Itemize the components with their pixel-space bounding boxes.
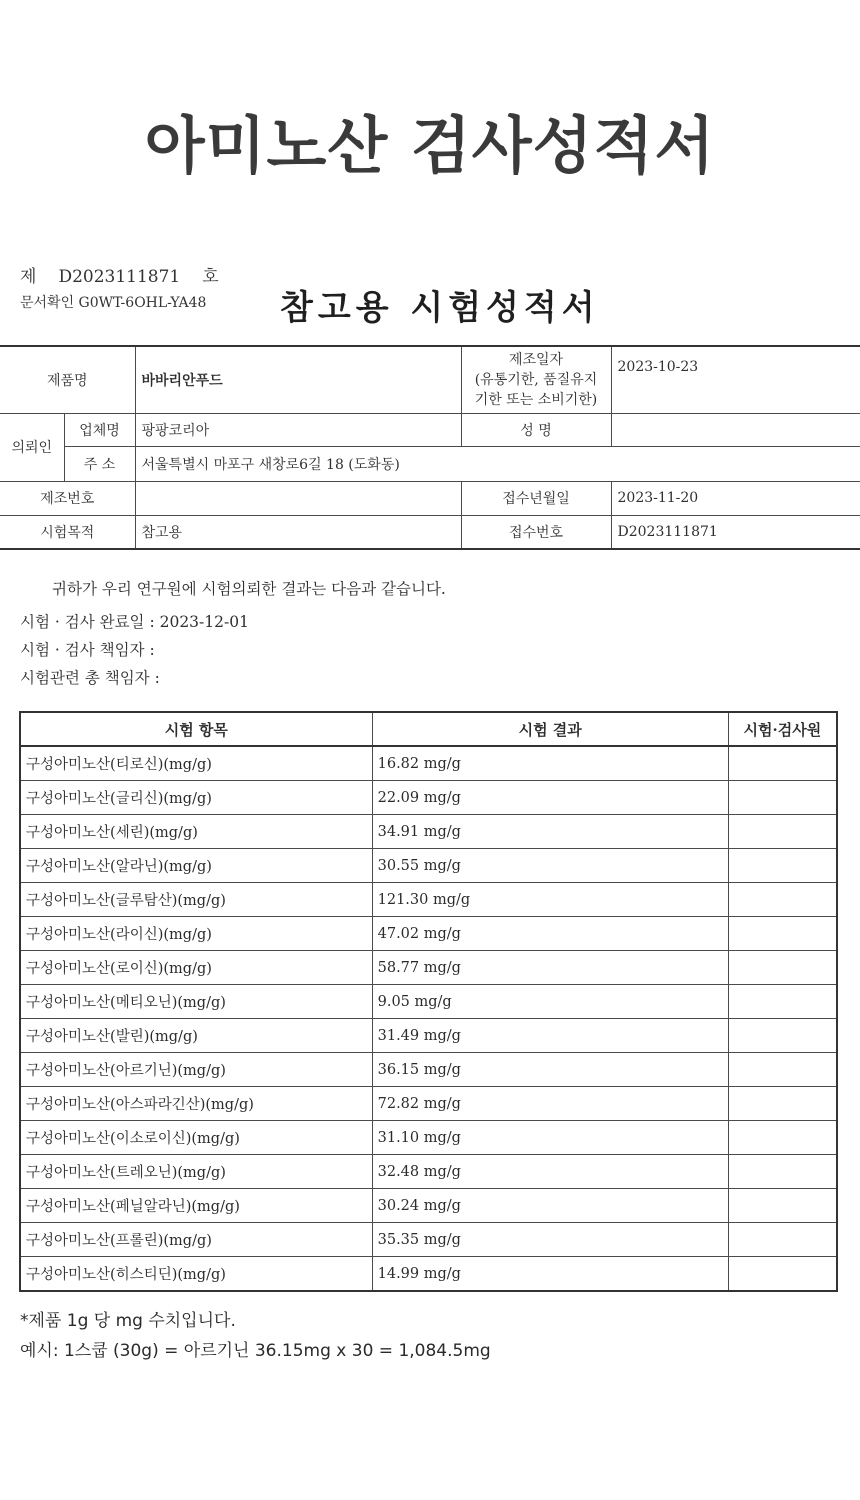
result-item-cell: 구성아미노산(로이신)(mg/g) [20,951,372,985]
table-row [20,1223,837,1257]
result-examiner-cell [728,781,837,815]
example-calculation: 예시: 1스쿱 (30g) = 아르기닌 36.15mg x 30 = 1,084.5mg [20,1341,491,1361]
inspector-line: 시험 · 검사 책임자 : [20,641,155,659]
statement: 귀하가 우리 연구원에 시험의뢰한 결과는 다음과 같습니다. [52,580,446,598]
result-value-cell: 36.15 mg/g [372,1053,728,1087]
result-value-cell: 9.05 mg/g [372,985,728,1019]
document-heading: 참고용 시험성적서 [280,288,600,328]
result-value-cell: 72.82 mg/g [372,1087,728,1121]
info-table [0,345,860,550]
results-header-item: 시험 항목 [20,712,372,746]
table-row [20,985,837,1019]
result-examiner-cell [728,1189,837,1223]
company-value: 팡팡코리아 [135,413,461,446]
table-row [20,951,837,985]
document-number-suffix: 호 [202,267,219,287]
result-item-cell: 구성아미노산(메티오닌)(mg/g) [20,985,372,1019]
result-value-cell: 32.48 mg/g [372,1155,728,1189]
result-item-cell: 구성아미노산(트레오닌)(mg/g) [20,1155,372,1189]
received-number-value: D2023111871 [611,515,860,549]
product-label: 제품명 [0,346,135,413]
result-examiner-cell [728,1053,837,1087]
result-item-cell: 구성아미노산(히스티딘)(mg/g) [20,1257,372,1292]
footnote: *제품 1g 당 mg 수치입니다. [20,1311,236,1331]
address-value: 서울특별시 마포구 새창로6길 18 (도화동) [135,446,860,481]
result-item-cell: 구성아미노산(페닐알라닌)(mg/g) [20,1189,372,1223]
result-value-cell: 14.99 mg/g [372,1257,728,1292]
result-examiner-cell [728,985,837,1019]
document-number-prefix: 제 [20,267,37,287]
received-number-label: 접수번호 [461,515,611,549]
document-check-code: 문서확인 G0WT-6OHL-YA48 [20,295,207,311]
result-value-cell: 22.09 mg/g [372,781,728,815]
completion-date-line: 시험 · 검사 완료일 : 2023-12-01 [20,613,249,631]
table-row [20,917,837,951]
result-item-cell: 구성아미노산(발린)(mg/g) [20,1019,372,1053]
result-examiner-cell [728,1019,837,1053]
result-examiner-cell [728,1257,837,1292]
product-value: 바바리안푸드 [135,346,461,413]
result-value-cell: 34.91 mg/g [372,815,728,849]
received-date-label: 접수년월일 [461,481,611,515]
result-item-cell: 구성아미노산(이소로이신)(mg/g) [20,1121,372,1155]
mfg-number-label: 제조번호 [0,481,135,515]
table-row [20,781,837,815]
received-date-value: 2023-11-20 [611,481,860,515]
purpose-value: 참고용 [135,515,461,549]
result-item-cell: 구성아미노산(알라닌)(mg/g) [20,849,372,883]
mfg-date-value: 2023-10-23 [611,346,860,413]
result-value-cell: 35.35 mg/g [372,1223,728,1257]
results-body [20,746,837,1291]
name-label: 성 명 [461,413,611,446]
result-examiner-cell [728,1223,837,1257]
page-title: 아미노산 검사성적서 [144,109,716,182]
manager-line: 시험관련 총 책임자 : [20,669,160,687]
results-header-result: 시험 결과 [372,712,728,746]
name-value [611,413,860,446]
result-examiner-cell [728,849,837,883]
document-number-value: D2023111871 [58,267,181,287]
result-examiner-cell [728,917,837,951]
client-label: 의뢰인 [0,413,64,481]
result-examiner-cell [728,815,837,849]
purpose-label: 시험목적 [0,515,135,549]
table-row [20,815,837,849]
table-row [20,1087,837,1121]
document-number [20,262,219,287]
table-row [20,1053,837,1087]
result-examiner-cell [728,951,837,985]
mfg-number-value [135,481,461,515]
table-row [20,849,837,883]
result-value-cell: 16.82 mg/g [372,746,728,781]
results-table [19,711,838,1292]
result-examiner-cell [728,746,837,781]
result-value-cell: 31.10 mg/g [372,1121,728,1155]
result-item-cell: 구성아미노산(아르기닌)(mg/g) [20,1053,372,1087]
address-label: 주 소 [64,446,135,481]
result-item-cell: 구성아미노산(라이신)(mg/g) [20,917,372,951]
results-header-examiner: 시험·검사원 [728,712,837,746]
result-examiner-cell [728,1155,837,1189]
result-value-cell: 30.24 mg/g [372,1189,728,1223]
result-item-cell: 구성아미노산(아스파라긴산)(mg/g) [20,1087,372,1121]
table-row [20,883,837,917]
result-examiner-cell [728,1121,837,1155]
result-value-cell: 58.77 mg/g [372,951,728,985]
result-item-cell: 구성아미노산(글리신)(mg/g) [20,781,372,815]
result-examiner-cell [728,883,837,917]
mfg-date-label: 제조일자 (유통기한, 품질유지 기한 또는 소비기한) [461,346,611,413]
result-item-cell: 구성아미노산(티로신)(mg/g) [20,746,372,781]
table-row [20,1155,837,1189]
result-item-cell: 구성아미노산(세린)(mg/g) [20,815,372,849]
table-row [20,1189,837,1223]
table-row [20,1019,837,1053]
result-value-cell: 31.49 mg/g [372,1019,728,1053]
result-examiner-cell [728,1087,837,1121]
result-value-cell: 30.55 mg/g [372,849,728,883]
result-item-cell: 구성아미노산(프롤린)(mg/g) [20,1223,372,1257]
table-row [20,746,837,781]
table-row [20,1257,837,1292]
table-row [20,1121,837,1155]
result-value-cell: 121.30 mg/g [372,883,728,917]
result-item-cell: 구성아미노산(글루탐산)(mg/g) [20,883,372,917]
result-value-cell: 47.02 mg/g [372,917,728,951]
company-label: 업체명 [64,413,135,446]
